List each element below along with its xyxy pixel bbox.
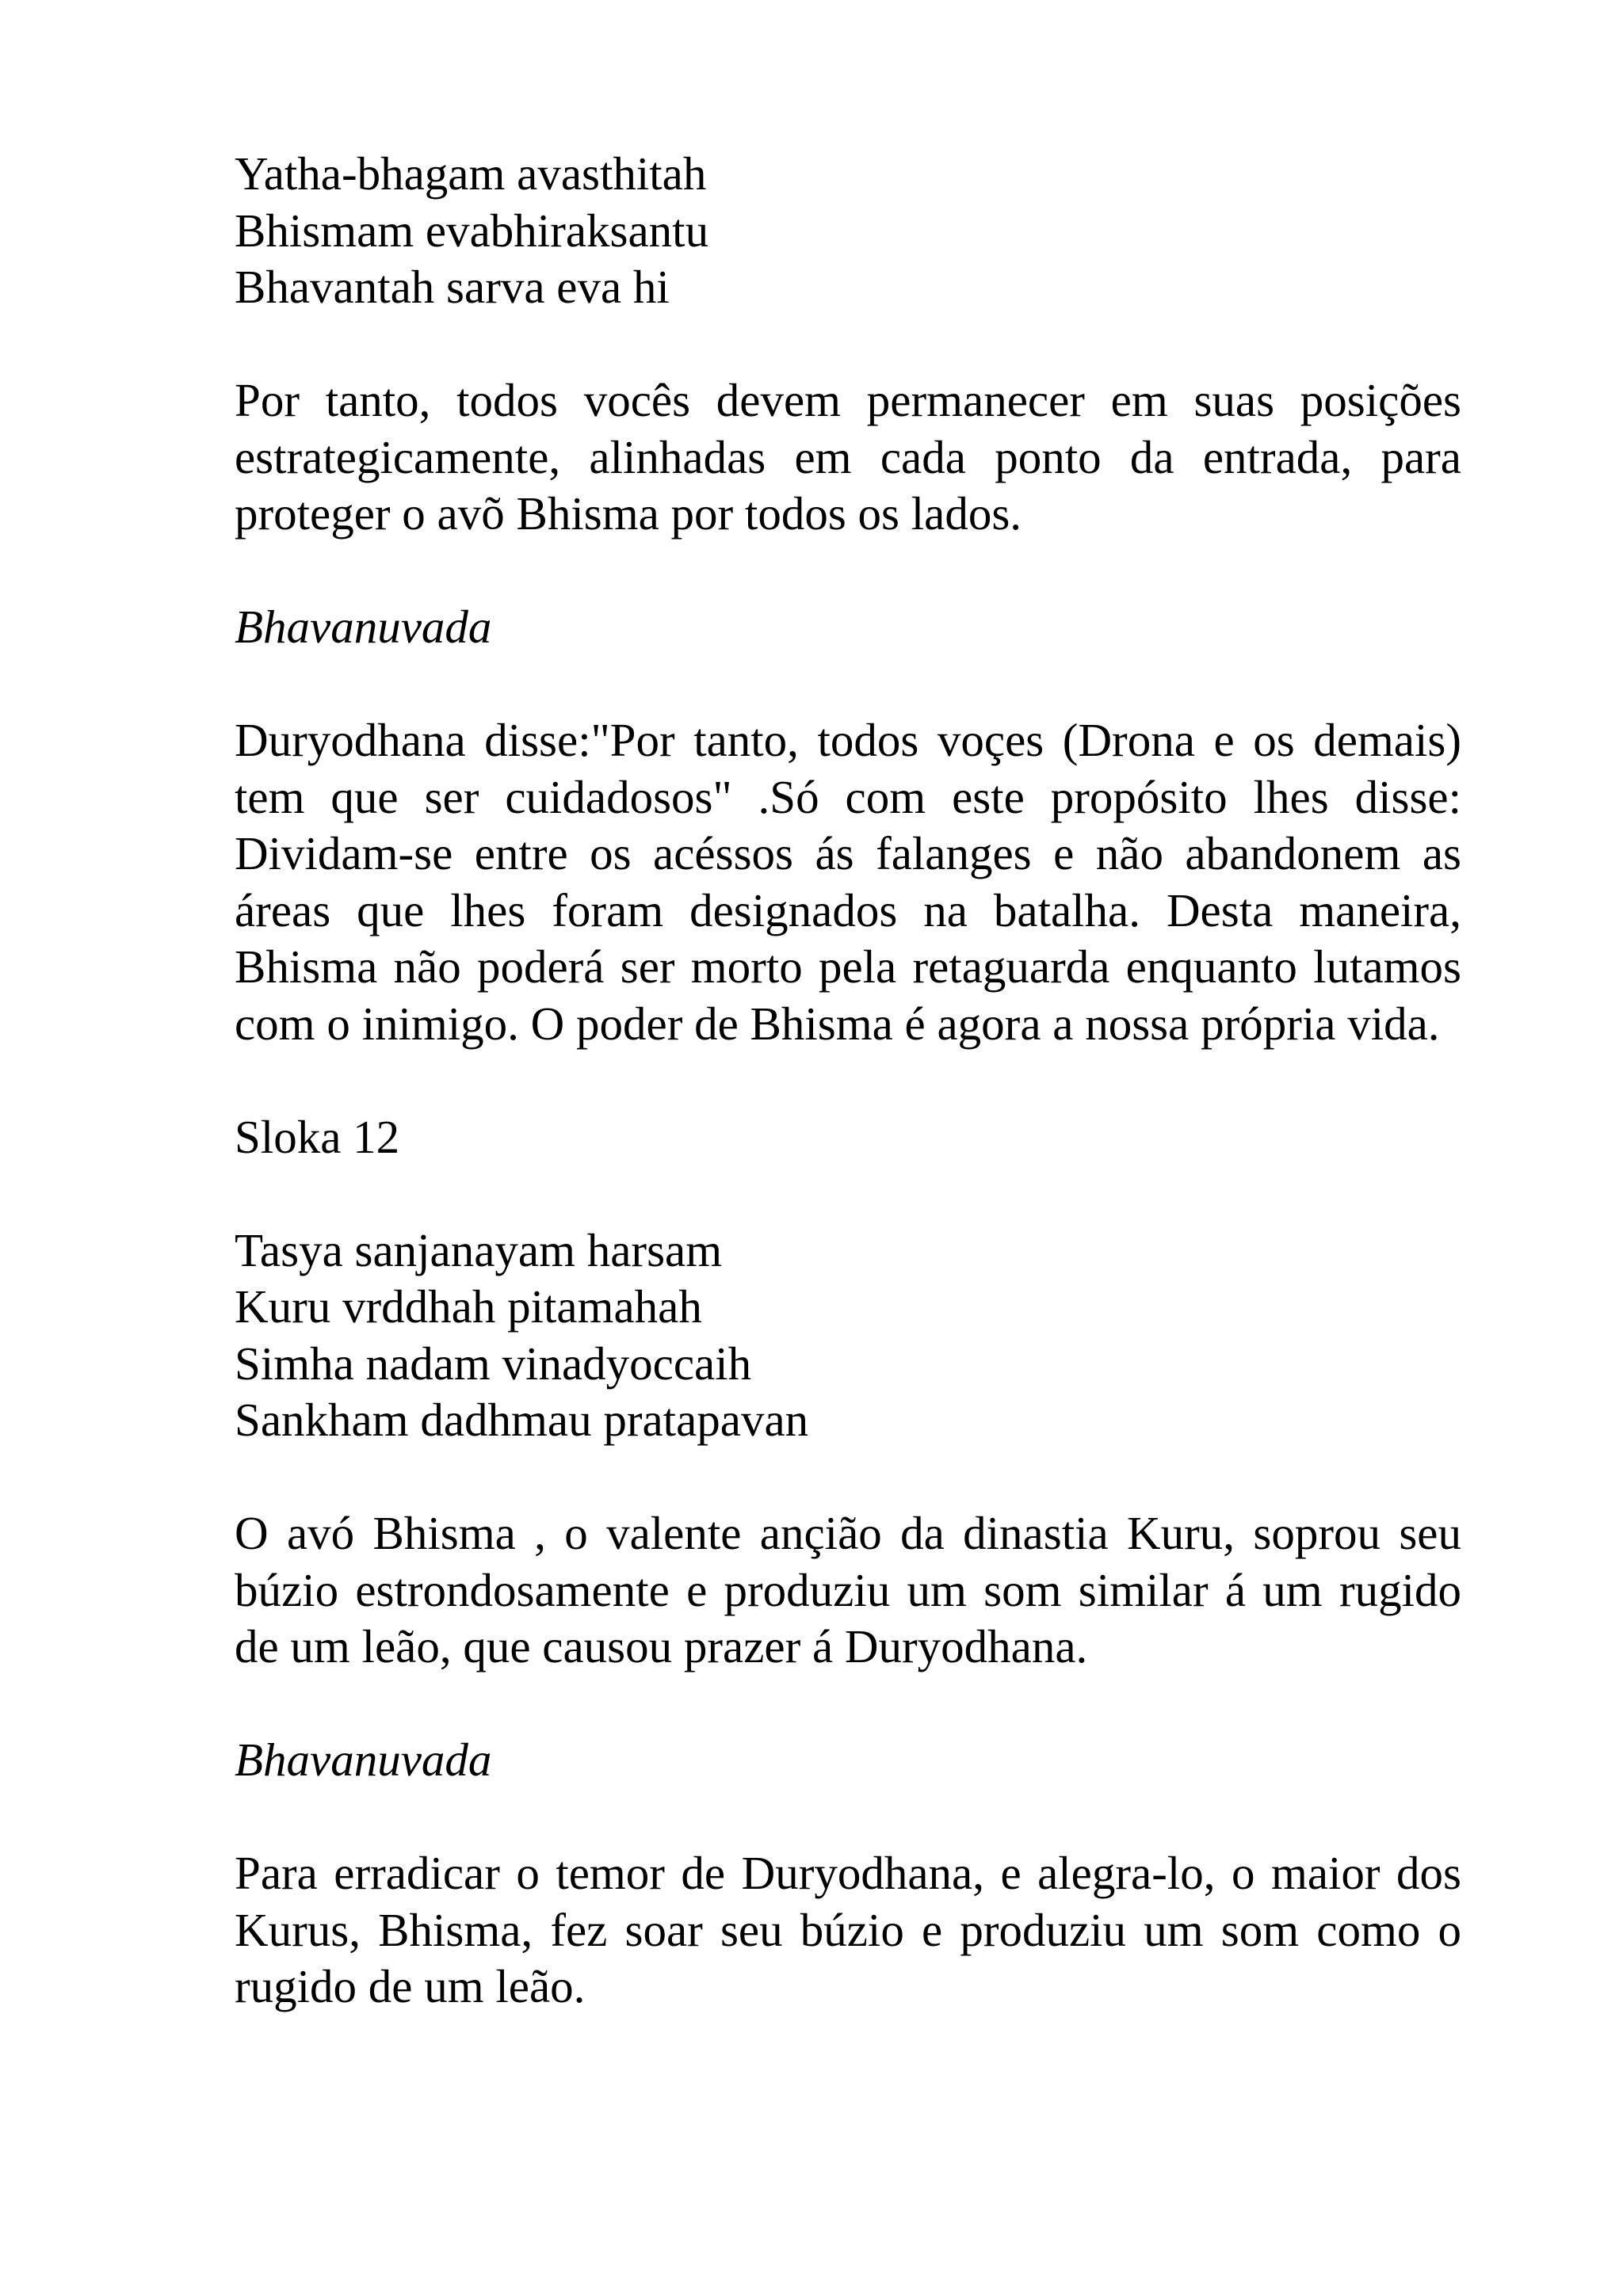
verse-line: Simha nadam vinadyoccaih: [235, 1337, 752, 1390]
document-page: [235, 146, 1461, 2016]
sloka-title: Sloka 12: [235, 1110, 400, 1163]
verse-line: Tasya sanjanayam harsam: [235, 1223, 723, 1276]
translation-paragraph: Por tanto, todos vocês devem permanecer em suas posições estrategicamente, alinhadas em cada ponto da entrada, para proteger o avõ Bhisma por todos os lados.: [235, 374, 1461, 540]
verse-line: Bhismam evabhiraksantu: [235, 204, 709, 257]
commentary-heading: Bhavanuvada: [235, 601, 492, 653]
commentary-paragraph: Para erradicar o temor de Duryodhana, e alegra-lo, o maior dos Kurus, Bhisma, fez soar seu búzio e produziu um som como o rugido de um leão.: [235, 1847, 1461, 2012]
verse-12: [235, 1222, 1461, 1449]
commentary-heading: Bhavanuvada: [235, 1733, 492, 1786]
commentary-paragraph: Duryodhana disse:"Por tanto, todos voçes (Drona e os demais) tem que ser cuidadosos" .Só com este propósito lhes disse: Dividam-se entre os acéssos ás falanges e não abandonem as áreas que lhes foram designados na batalha. Desta maneira, Bhisma não poderá ser morto pela retaguarda enquanto lutamos com o inimigo. O poder de Bhisma é agora a nossa própria vida.: [235, 714, 1461, 1050]
verse-line: Yatha-bhagam avasthitah: [235, 147, 707, 200]
verse-11-tail: [235, 146, 1461, 316]
verse-line: Bhavantah sarva eva hi: [235, 261, 670, 313]
translation-paragraph: O avó Bhisma , o valente ançião da dinastia Kuru, soprou seu búzio estrondosamente e produziu um som similar á um rugido de um leão, que causou prazer á Duryodhana.: [235, 1507, 1461, 1672]
verse-line: Kuru vrddhah pitamahah: [235, 1280, 702, 1333]
verse-line: Sankham dadhmau pratapavan: [235, 1394, 809, 1446]
